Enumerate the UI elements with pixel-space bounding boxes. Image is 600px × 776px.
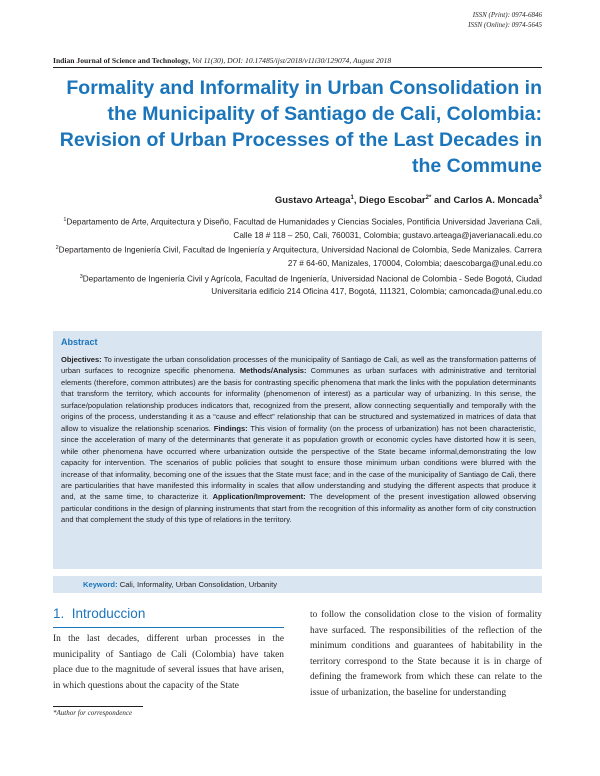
author-name: Gustavo Arteaga: [274, 195, 351, 207]
paper-title: Formality and Informality in Urban Consolidation in the Municipality of Santiago de Cali, Colombia: Revision of Urban Processes of the Last Decades in the Commune: [59, 77, 542, 177]
keywords-box: [53, 576, 542, 593]
affiliation: [53, 271, 542, 299]
affiliation: [53, 242, 542, 270]
section-number: 1.: [53, 606, 65, 621]
footnote-rule: [53, 706, 143, 707]
author-list: [53, 195, 542, 206]
affiliation: [53, 214, 542, 242]
author-name: Carlos A. Moncada: [453, 195, 539, 207]
affiliation-marker: 3: [79, 273, 83, 280]
abstract-box: [53, 331, 542, 569]
keywords-label: Keyword:: [83, 580, 118, 589]
affiliation-text: Departamento de Ingeniería Civil, Facultad de Ingeniería y Arquitectura, Universidad Nacional de Colombia, Sede Manizales. Carrera 27 # 64-60, Manizales, 170004, Colombia; daescobarga@unal.edu.co: [58, 246, 542, 268]
affiliation-marker: 1: [63, 217, 67, 223]
keywords-text: Cali, Informality, Urban Consolidation, Urbanity: [117, 580, 278, 589]
methods-label: Methods/Analysis:: [239, 366, 307, 376]
affiliation-text: Departamento de Ingeniería Civil y Agrícola, Facultad de Ingeniería, Universidad Nacional de Colombia - Sede Bogotá, Ciudad Universitaria edificio 214 Oficina 417, Bogotá, 111321, Colombia; camoncada@unal.edu.co: [82, 274, 542, 297]
journal-citation: [53, 56, 542, 68]
abstract-text: [61, 354, 536, 526]
application-label: Application/Improvement:: [212, 492, 306, 502]
author-separator: ,: [353, 195, 360, 207]
findings-label: Findings:: [213, 423, 248, 433]
affiliation-text: Departamento de Arte, Arquitectura y Diseño, Facultad de Humanidades y Ciencias Sociales, Pontificia Universidad Javeriana Cali, Calle 18 # 118 – 250, Cali, 760031, Colombia; gustavo.arteaga@javerianacali.edu.co: [66, 217, 542, 240]
application-text: The development of the present investigation allowed observing particular conditions in the design of planning instruments that start from the recognition of this informality as another form of city construction and that complement the study of this type of relations in the territory.: [61, 492, 536, 525]
objectives-text: To investigate the urban consolidation processes of the municipality of Santiago de Cali, as well as the transformation patterns of urban surfaces to recognize specific phenomena.: [61, 355, 536, 376]
section-title: Introduccion: [71, 606, 146, 621]
journal-volume-doi: Vol 11(30), DOI: 10.17485/ijst/2018/v11i30/129074, August 2018: [190, 56, 392, 65]
journal-name: Indian Journal of Science and Technology,: [53, 56, 191, 65]
author-affiliation-marker: 2*: [425, 195, 432, 201]
issn-block: [468, 10, 542, 30]
issn-online: ISSN (Online): 0974-5645: [468, 21, 542, 29]
affiliation-list: [53, 214, 542, 299]
affiliation-marker: 2: [55, 245, 59, 252]
author-affiliation-marker: 1: [350, 195, 354, 201]
author-affiliation-marker: 3: [538, 195, 542, 201]
author-name: Diego Escobar: [359, 195, 426, 207]
author-separator: and: [431, 195, 454, 207]
footnote: *Author for correspondence: [53, 709, 133, 717]
abstract-heading: Abstract: [61, 337, 98, 347]
body-column-right: to follow the consolidation close to the vision of formality have surfaced. The responsibilities of the reflection of the minimum conditions and guarantees of habitability in the territory correspond to the State because it is in charge of defining the framework from which these can relate to the issue of urbanization, the baseline for understanding: [310, 610, 542, 698]
body-column-left: In the last decades, different urban processes in the municipality of Santiago de Cali (Colombia) have taken place due to the magnitude of several issues that have arisen, in which questions about the capacity of the State: [53, 634, 284, 691]
issn-print: ISSN (Print): 0974-6846: [472, 11, 542, 19]
findings-text: This vision of formality (on the process of urbanization) has not been characteristic, since the acceleration of many of the determinants that generate it as population growth or economic cycles have distorted how it is seen, while other phenomena have occurred where urbanization outside the perspective of the State became informal,demonstrating the low capacity for intervention. The scenarios of public policies that sought to ensure those minimum urban conditions were blurred with the increase of that informality, becoming one of the issues that the State must face; and in the case of the municipality of Santiago de Cali, there are particularities that have manifested this informality in scales that allow understanding and studying the different aspects that produce it and, at the same time, to characterize it.: [61, 423, 537, 502]
methods-text: Communes as urban surfaces with administrative and territorial elements (therefore, common attributes) are the basis for contrasting specific phenomena that mark the links with the population determinants that transform the territory, which accounts for informality (phenomenon of interest) as a particular way of urbanizing. In this sense, the surface/population relationship produces indicators that, recognized from the present, allow connecting sequentially and temporally with the origins of the process, understanding it as a “cause and effect” relationship that can be structured and systematized in matrices of data that allow to visualize the relationship scenarios.: [61, 366, 536, 433]
section-heading: [53, 606, 145, 621]
objectives-label: Objectives:: [61, 355, 102, 364]
section-rule: [53, 627, 284, 628]
